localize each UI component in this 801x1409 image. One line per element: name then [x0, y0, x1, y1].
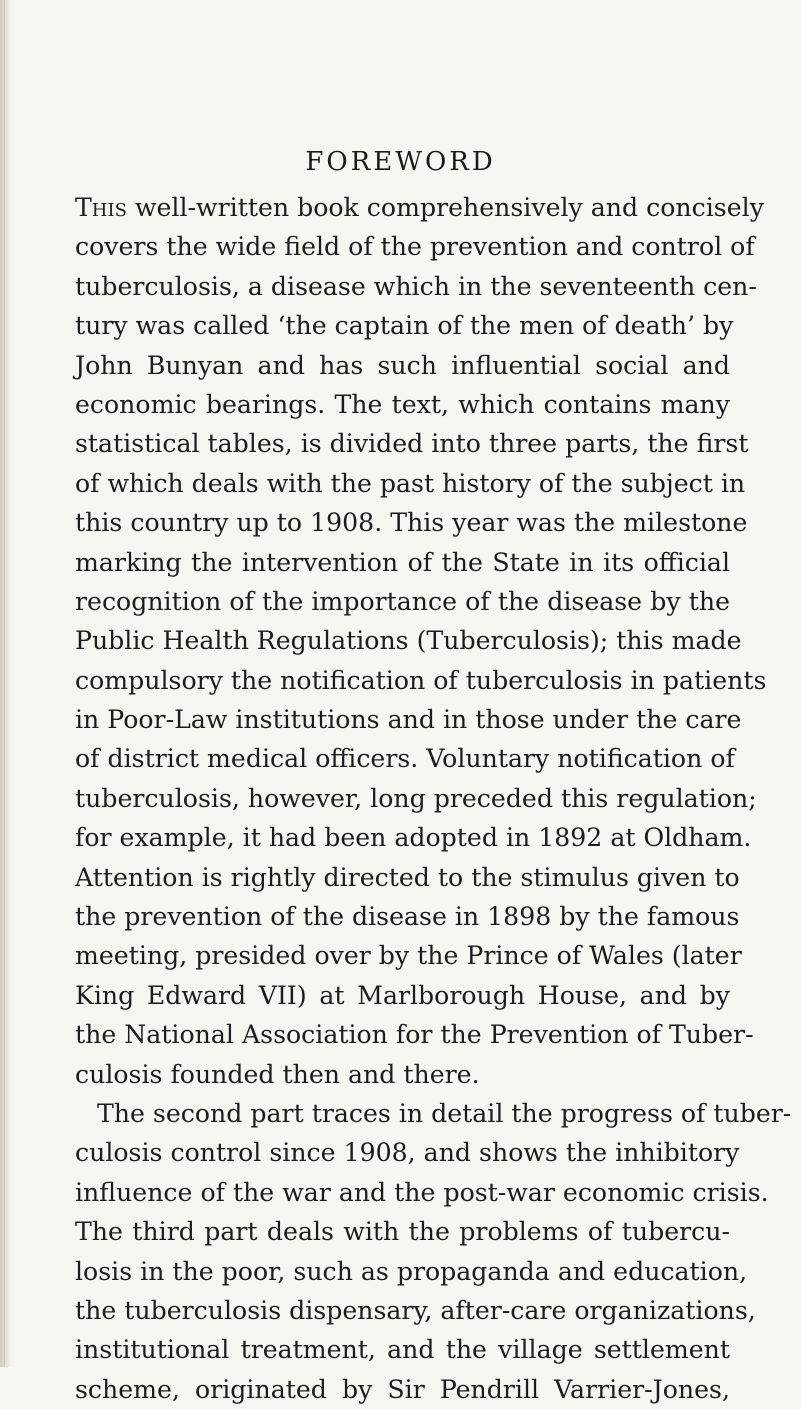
text-line: The third part deals with the problems of tubercu-	[75, 1217, 730, 1247]
text-line: covers the wide field of the prevention and control of	[75, 232, 755, 262]
opening-small-caps-word: This	[75, 193, 127, 222]
text-line: Attention is rightly directed to the stimulus given to	[75, 862, 740, 892]
page-binding-edge	[0, 0, 10, 1367]
page-title: FOREWORD	[305, 147, 496, 177]
text-line: tury was called ‘the captain of the men of death’ by	[75, 311, 734, 341]
text-line: institutional treatment, and the village settlement	[75, 1335, 730, 1365]
text-line: in Poor-Law institutions and in those under the care	[75, 705, 742, 735]
text-line: of district medical officers. Voluntary notification of	[75, 744, 735, 774]
text-line: of which deals with the past history of the subject in	[75, 468, 746, 498]
text-line: King Edward VII) at Marlborough House, and by	[75, 980, 730, 1010]
page-gutter-line	[4, 0, 5, 1367]
text-line: the tuberculosis dispensary, after-care organizations,	[75, 1295, 756, 1325]
text-line: recognition of the importance of the disease by the	[75, 586, 730, 616]
text-line	[75, 188, 764, 227]
text-line: The second part traces in detail the progress of tuber-	[97, 1098, 792, 1128]
line-text: well-written book comprehensively and concisely	[126, 193, 764, 222]
text-line: tuberculosis, a disease which in the seventeenth cen-	[75, 271, 757, 301]
text-line: meeting, presided over by the Prince of Wales (later	[75, 941, 742, 971]
text-line: influence of the war and the post-war economic crisis.	[75, 1177, 769, 1207]
text-line: tuberculosis, however, long preceded this regulation;	[75, 783, 757, 813]
text-line: culosis founded then and there.	[75, 1059, 480, 1089]
text-line: scheme, originated by Sir Pendrill Varrier-Jones,	[75, 1374, 730, 1404]
text-line: compulsory the notification of tuberculosis in patients	[75, 665, 767, 695]
foreword-body	[75, 188, 792, 1409]
text-line: this country up to 1908. This year was the milestone	[75, 508, 748, 538]
text-line: culosis control since 1908, and shows the inhibitory	[75, 1138, 740, 1168]
text-line: economic bearings. The text, which contains many	[75, 389, 730, 419]
text-line: the prevention of the disease in 1898 by the famous	[75, 902, 740, 932]
text-line: Public Health Regulations (Tuberculosis); this made	[75, 626, 742, 656]
text-line: John Bunyan and has such influential social and	[75, 350, 730, 380]
text-line: losis in the poor, such as propaganda and education,	[75, 1256, 748, 1286]
text-line: statistical tables, is divided into three parts, the first	[75, 429, 749, 459]
text-line: the National Association for the Prevention of Tuber-	[75, 1020, 754, 1050]
text-line: for example, it had been adopted in 1892 at Oldham.	[75, 823, 752, 853]
text-line: marking the intervention of the State in its official	[75, 547, 730, 577]
